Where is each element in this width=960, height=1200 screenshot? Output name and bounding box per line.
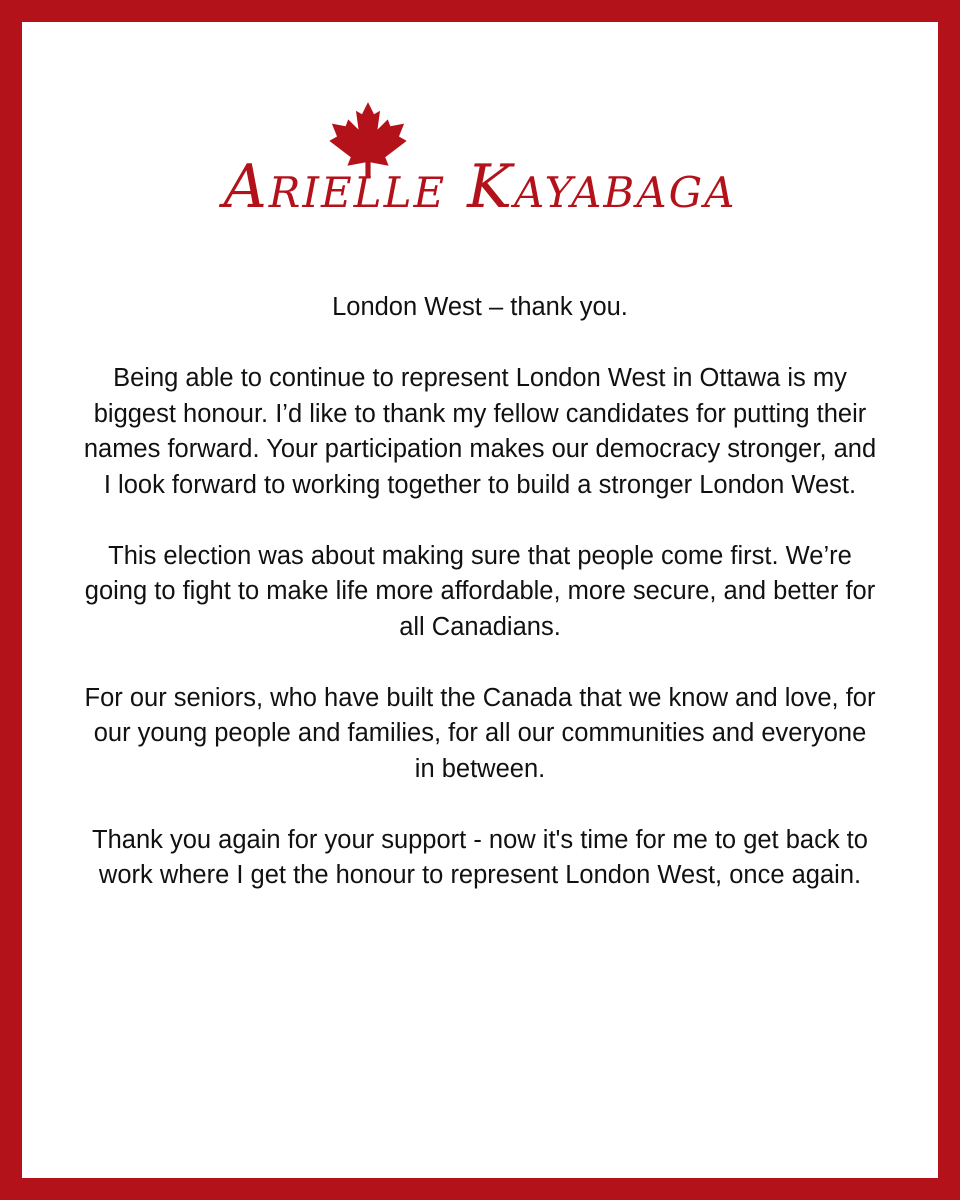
logo-wordmark: Arielle Kayabaga <box>223 152 737 222</box>
logo <box>22 100 938 250</box>
paragraph-communities: For our seniors, who have built the Canada that we know and love, for our young people and families, for all our communities and everyone in between. <box>84 683 876 783</box>
paragraph-closing: Thank you again for your support - now it's time for me to get back to work where I get the honour to represent London West, once again. <box>92 825 868 889</box>
paragraph-election: This election was about making sure that people come first. We’re going to fight to make life more affordable, more secure, and better for all Canadians. <box>84 541 876 641</box>
paragraph-greeting: London West – thank you. <box>332 293 628 321</box>
paragraph-thanks-candidates: Being able to continue to represent London West in Ottawa is my biggest honour. I’d like to thank my fellow candidates for putting their names forward. Your participation makes our democracy stronger, and I look forward to working together to build a stronger London West. <box>83 364 877 499</box>
letter-page <box>22 22 938 1178</box>
letter-body <box>82 290 878 929</box>
